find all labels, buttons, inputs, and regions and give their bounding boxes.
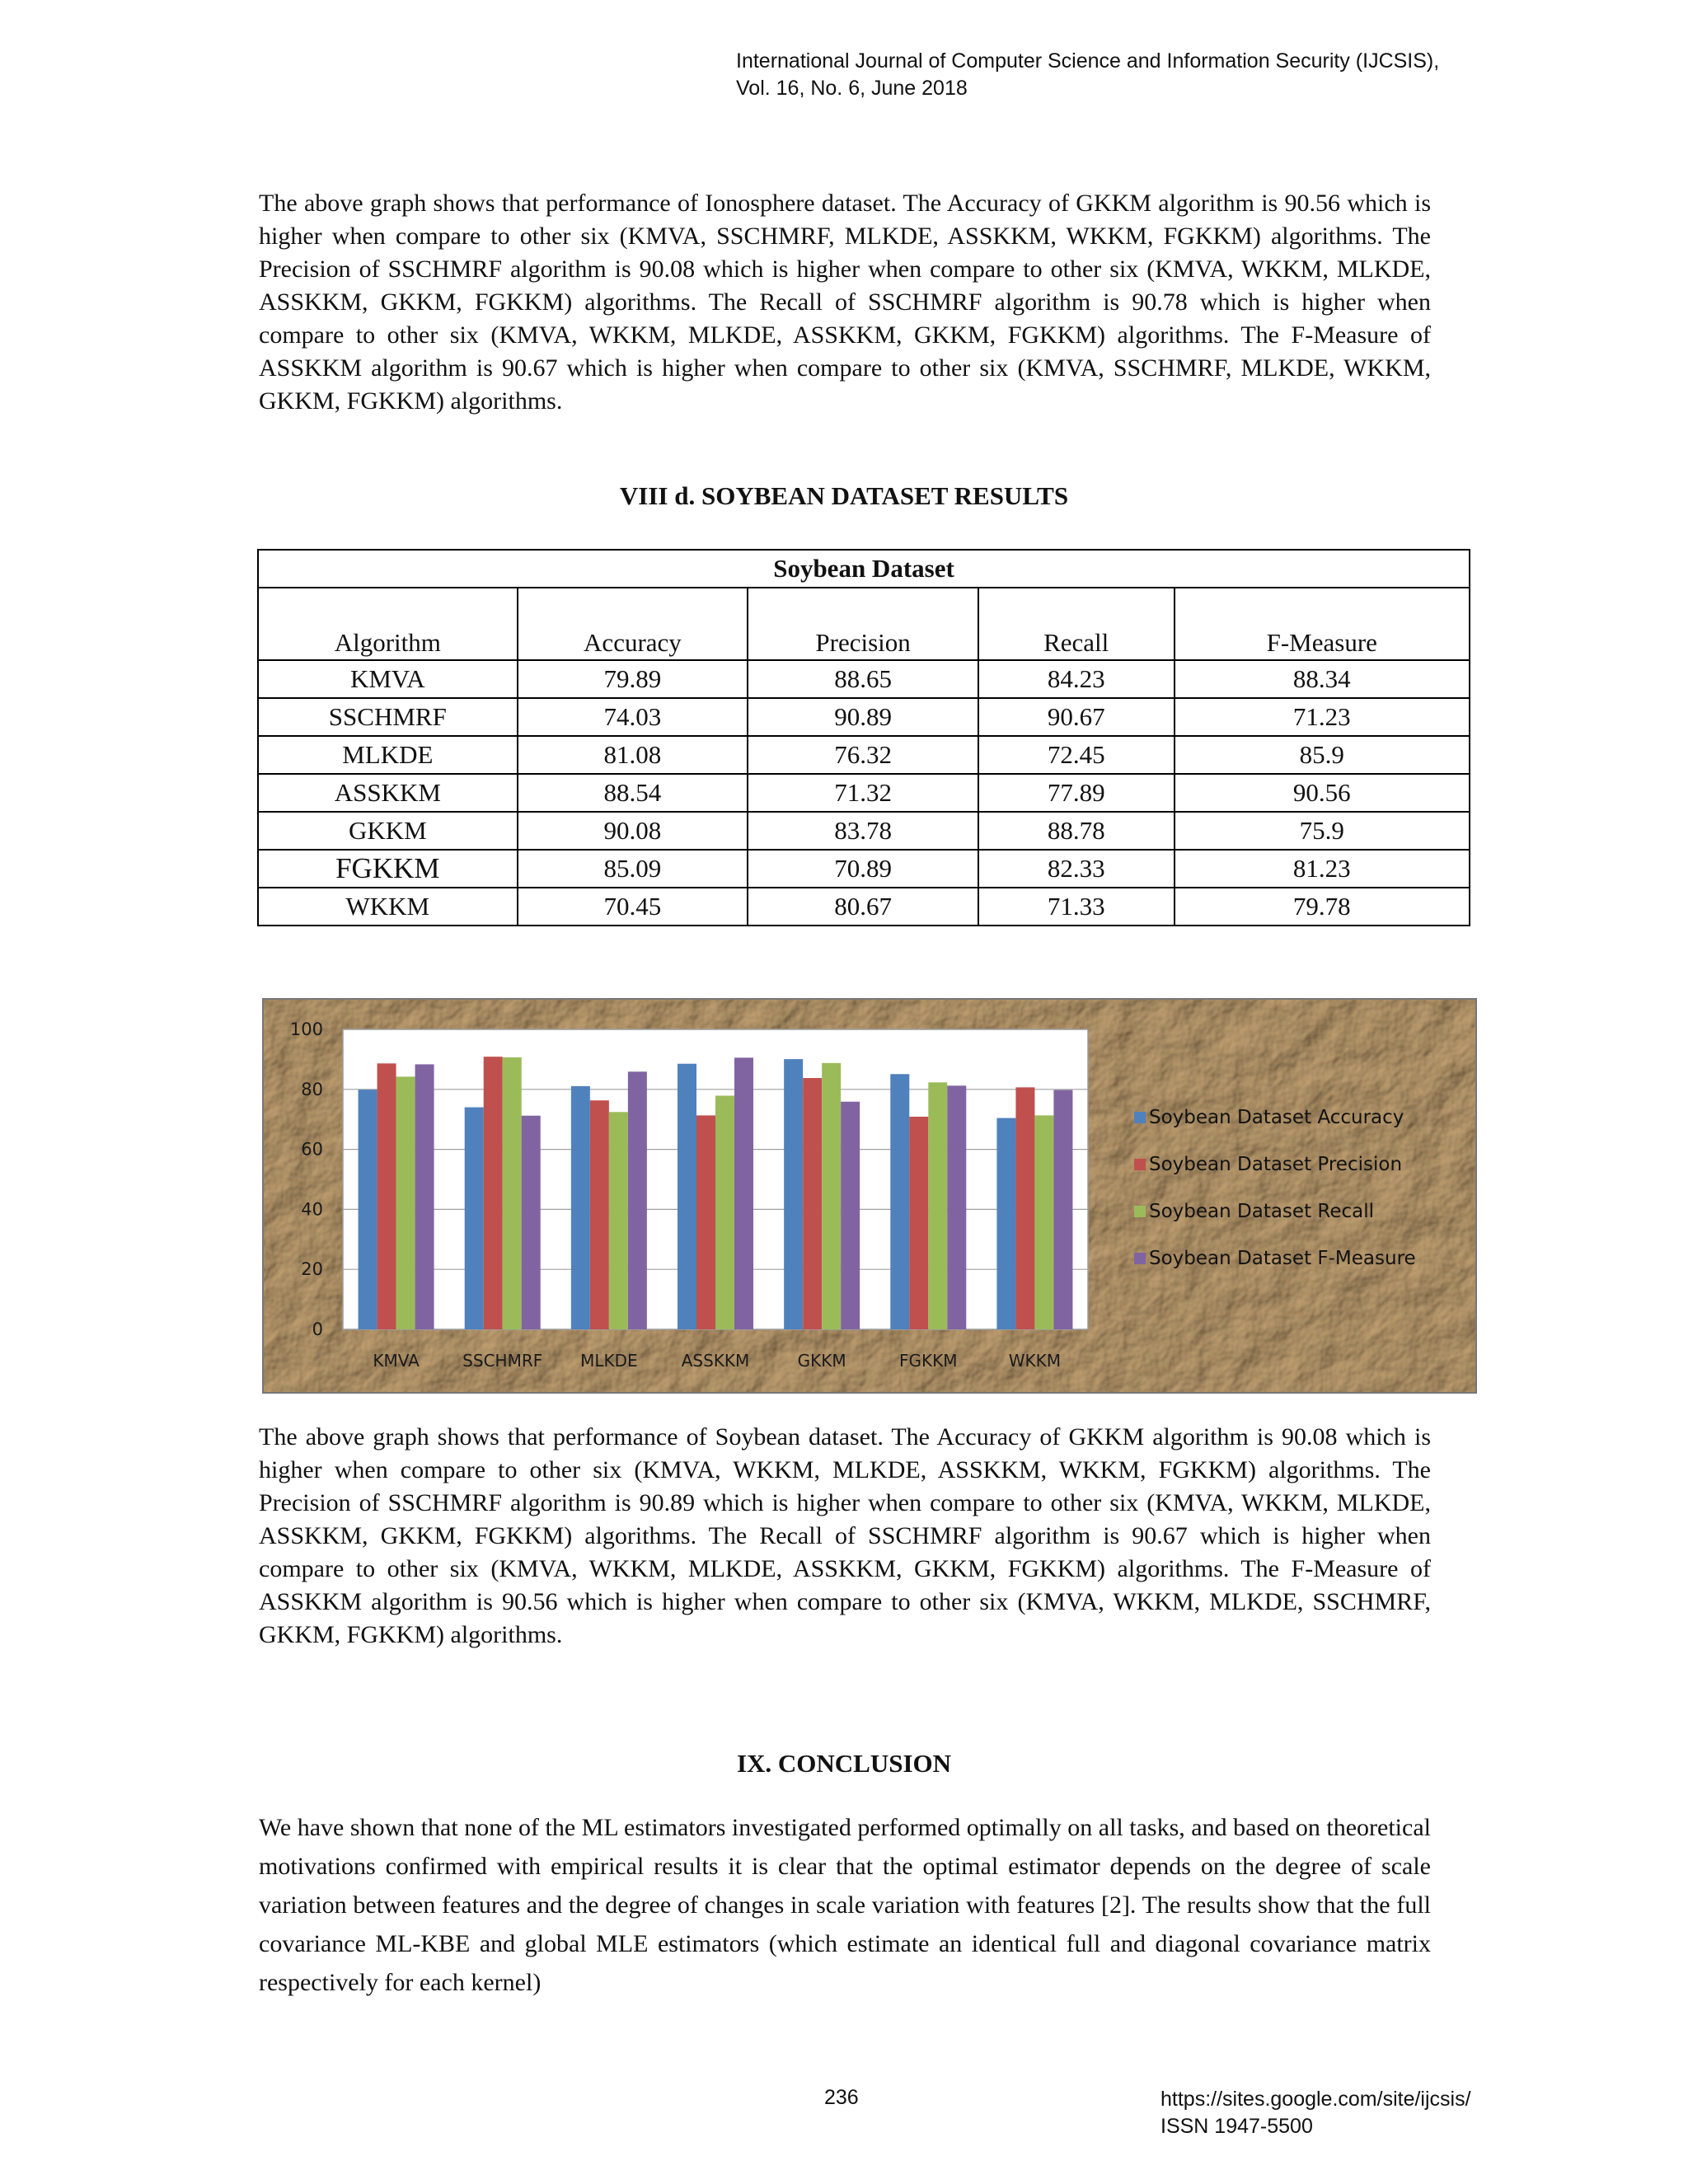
x-tick-label: FGKKM bbox=[899, 1351, 958, 1371]
cell-recall: 77.89 bbox=[978, 774, 1175, 812]
bar bbox=[696, 1115, 715, 1329]
legend-label: Soybean Dataset Recall bbox=[1149, 1201, 1375, 1222]
cell-accuracy: 79.89 bbox=[518, 660, 748, 698]
footer-right bbox=[1160, 2086, 1471, 2140]
table-row bbox=[258, 736, 1470, 774]
journal-title: International Journal of Computer Science and Information Security (IJCSIS), bbox=[736, 49, 1440, 73]
bar bbox=[841, 1102, 860, 1329]
footer-issn: ISSN 1947-5500 bbox=[1160, 2115, 1313, 2138]
table-title: Soybean Dataset bbox=[258, 550, 1470, 588]
bar bbox=[734, 1057, 753, 1329]
bar bbox=[571, 1086, 590, 1329]
cell-fmeasure: 79.78 bbox=[1175, 888, 1470, 926]
x-tick-label: ASSKKM bbox=[681, 1351, 750, 1371]
cell-recall: 82.33 bbox=[978, 850, 1175, 888]
bar bbox=[996, 1118, 1015, 1329]
cell-precision: 90.89 bbox=[748, 698, 978, 736]
x-tick-label: GKKM bbox=[797, 1351, 846, 1371]
cell-precision: 83.78 bbox=[748, 812, 978, 850]
ionosphere-paragraph: The above graph shows that performance of Ionosphere dataset. The Accuracy of GKKM algorithm is 90.56 which is higher when compare to other six (KMVA, SSCHMRF, MLKDE, ASSKKM, WKKM, FGKKM) algorithms. The Precision of SSCHMRF algorithm is 90.08 which is higher when compare to other six (KMVA, WKKM, MLKDE, ASSKKM, GKKM, FGKKM) algorithms. The Recall of SSCHMRF algorithm is 90.78 which is higher when compare to other six (KMVA, WKKM, MLKDE, ASSKKM, GKKM, FGKKM) algorithms. The F-Measure of ASSKKM algorithm is 90.67 which is higher when compare to other six (KMVA, SSCHMRF, MLKDE, WKKM, GKKM, FGKKM) algorithms. bbox=[259, 190, 1431, 415]
x-tick-label: MLKDE bbox=[580, 1351, 638, 1371]
cell-recall: 71.33 bbox=[978, 888, 1175, 926]
legend-swatch bbox=[1134, 1206, 1146, 1217]
y-tick-label: 0 bbox=[312, 1319, 323, 1339]
legend-label: Soybean Dataset Accuracy bbox=[1149, 1107, 1404, 1128]
table-row bbox=[258, 660, 1470, 698]
cell-precision: 88.65 bbox=[748, 660, 978, 698]
cell-fmeasure: 75.9 bbox=[1175, 812, 1470, 850]
legend-swatch bbox=[1134, 1112, 1146, 1123]
legend-swatch bbox=[1134, 1253, 1146, 1264]
col-header-recall: Recall bbox=[978, 588, 1175, 660]
bar bbox=[822, 1063, 841, 1329]
cell-fmeasure: 88.34 bbox=[1175, 660, 1470, 698]
cell-recall: 90.67 bbox=[978, 698, 1175, 736]
bar bbox=[503, 1057, 522, 1329]
footer-url: https://sites.google.com/site/ijcsis/ bbox=[1160, 2088, 1471, 2111]
table-row bbox=[258, 850, 1470, 888]
bar bbox=[803, 1078, 822, 1329]
bar bbox=[590, 1100, 609, 1329]
cell-algorithm: GKKM bbox=[258, 812, 518, 850]
x-tick-label: SSCHMRF bbox=[462, 1351, 543, 1371]
cell-recall: 84.23 bbox=[978, 660, 1175, 698]
journal-volume: Vol. 16, No. 6, June 2018 bbox=[736, 77, 968, 100]
bar bbox=[890, 1074, 909, 1329]
table-row bbox=[258, 774, 1470, 812]
cell-accuracy: 70.45 bbox=[518, 888, 748, 926]
soybean-paragraph: The above graph shows that performance of Soybean dataset. The Accuracy of GKKM algorithm is 90.08 which is higher when compare to other six (KMVA, WKKM, MLKDE, ASSKKM, WKKM, FGKKM) algorithms. The Precision of SSCHMRF algorithm is 90.89 which is higher when compare to other six (KMVA, WKKM, MLKDE, ASSKKM, GKKM, FGKKM) algorithms. The Recall of SSCHMRF algorithm is 90.67 which is higher when compare to other six (KMVA, WKKM, MLKDE, ASSKKM, GKKM, FGKKM) algorithms. The F-Measure of ASSKKM algorithm is 90.56 which is higher when compare to other six (KMVA, WKKM, MLKDE, SSCHMRF, GKKM, FGKKM) algorithms. bbox=[259, 1423, 1431, 1648]
legend-label: Soybean Dataset F-Measure bbox=[1149, 1248, 1416, 1269]
cell-accuracy: 81.08 bbox=[518, 736, 748, 774]
cell-fmeasure: 90.56 bbox=[1175, 774, 1470, 812]
x-tick-label: WKKM bbox=[1008, 1351, 1062, 1371]
bar bbox=[678, 1064, 696, 1329]
cell-algorithm: FGKKM bbox=[258, 850, 518, 888]
conclusion-heading: IX. CONCLUSION bbox=[736, 1749, 952, 1778]
bar bbox=[609, 1112, 628, 1329]
bar bbox=[415, 1064, 434, 1329]
col-header-accuracy: Accuracy bbox=[518, 588, 748, 660]
cell-accuracy: 85.09 bbox=[518, 850, 748, 888]
cell-precision: 76.32 bbox=[748, 736, 978, 774]
col-header-algorithm: Algorithm bbox=[258, 588, 518, 660]
bar bbox=[909, 1117, 928, 1329]
bar bbox=[928, 1082, 947, 1329]
y-tick-label: 60 bbox=[301, 1139, 323, 1160]
chart-svg bbox=[264, 1000, 1475, 1392]
bar bbox=[359, 1090, 377, 1329]
legend-swatch bbox=[1134, 1159, 1146, 1170]
cell-precision: 70.89 bbox=[748, 850, 978, 888]
y-tick-label: 40 bbox=[301, 1199, 323, 1220]
results-table bbox=[257, 549, 1470, 926]
cell-precision: 71.32 bbox=[748, 774, 978, 812]
col-header-fmeasure: F-Measure bbox=[1175, 588, 1470, 660]
cell-precision: 80.67 bbox=[748, 888, 978, 926]
conclusion-paragraph: We have shown that none of the ML estimators investigated performed optimally on all tasks, and based on theoretical motivations confirmed with empirical results it is clear that the optimal estimator depends on the degree of scale variation between features and the degree of changes in scale variation with features [2]. The results show that the full covariance ML-KBE and global MLE estimators (which estimate an identical full and diagonal covariance matrix respectively for each kernel) bbox=[259, 1814, 1431, 1996]
bar bbox=[784, 1059, 803, 1329]
legend-label: Soybean Dataset Precision bbox=[1149, 1154, 1403, 1175]
cell-accuracy: 90.08 bbox=[518, 812, 748, 850]
bar bbox=[628, 1071, 647, 1329]
journal-header bbox=[736, 48, 1560, 102]
cell-algorithm: SSCHMRF bbox=[258, 698, 518, 736]
bar bbox=[715, 1095, 734, 1329]
bar bbox=[1053, 1090, 1072, 1329]
cell-fmeasure: 85.9 bbox=[1175, 736, 1470, 774]
bar bbox=[484, 1057, 503, 1329]
table-row bbox=[258, 812, 1470, 850]
bar bbox=[465, 1108, 484, 1329]
bar bbox=[522, 1116, 541, 1329]
table-row bbox=[258, 888, 1470, 926]
bar bbox=[947, 1085, 966, 1329]
bar bbox=[377, 1063, 396, 1329]
cell-fmeasure: 71.23 bbox=[1175, 698, 1470, 736]
x-tick-label: KMVA bbox=[373, 1351, 420, 1371]
cell-fmeasure: 81.23 bbox=[1175, 850, 1470, 888]
cell-accuracy: 88.54 bbox=[518, 774, 748, 812]
bar bbox=[1034, 1115, 1053, 1329]
bar bbox=[1015, 1087, 1034, 1329]
cell-algorithm: ASSKKM bbox=[258, 774, 518, 812]
bar bbox=[396, 1076, 415, 1329]
y-tick-label: 20 bbox=[301, 1259, 323, 1280]
table-row bbox=[258, 698, 1470, 736]
soybean-chart bbox=[262, 998, 1477, 1394]
cell-algorithm: MLKDE bbox=[258, 736, 518, 774]
y-tick-label: 100 bbox=[289, 1019, 323, 1039]
y-tick-label: 80 bbox=[301, 1079, 323, 1099]
page-number: 236 bbox=[824, 2086, 859, 2109]
cell-recall: 88.78 bbox=[978, 812, 1175, 850]
col-header-precision: Precision bbox=[748, 588, 978, 660]
cell-algorithm: KMVA bbox=[258, 660, 518, 698]
section-heading: VIII d. SOYBEAN DATASET RESULTS bbox=[619, 481, 1069, 510]
cell-accuracy: 74.03 bbox=[518, 698, 748, 736]
cell-algorithm: WKKM bbox=[258, 888, 518, 926]
cell-recall: 72.45 bbox=[978, 736, 1175, 774]
